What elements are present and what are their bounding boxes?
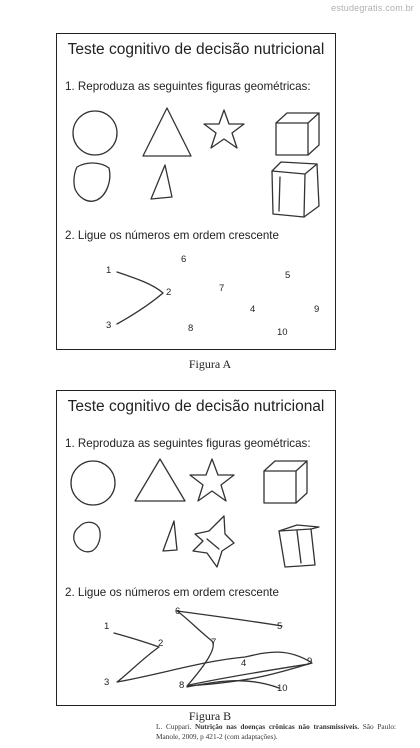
- copy-circle: [74, 522, 100, 552]
- number-label: 4: [241, 658, 247, 669]
- number-label: 6: [181, 254, 187, 265]
- model-cube: [264, 461, 307, 503]
- figure-b-panel: [56, 390, 336, 706]
- number-label: 8: [188, 323, 194, 334]
- question-1: 1. Reproduza as seguintes figuras geométricas:: [65, 80, 311, 93]
- panel-title: Teste cognitivo de decisão nutricional: [67, 41, 325, 58]
- copy-cube: [272, 162, 319, 217]
- copy-triangle: [163, 521, 177, 551]
- reference-details: São Paulo: Manole, 2009, p 421-2 (com adaptações).: [156, 722, 396, 741]
- number-label: 2: [166, 287, 172, 298]
- reference-author: L. Cuppari.: [156, 722, 192, 731]
- number-label: 4: [250, 304, 256, 315]
- question-2: 2. Ligue os números em ordem crescente: [65, 586, 279, 599]
- model-star: [190, 459, 234, 501]
- copy-circle: [74, 163, 110, 201]
- model-triangle: [135, 459, 185, 501]
- connect-line: [117, 272, 163, 324]
- number-label: 3: [104, 677, 110, 688]
- number-label: 7: [219, 283, 225, 294]
- number-label: 10: [277, 683, 288, 694]
- number-label: 7: [211, 637, 217, 648]
- watermark: estudegratis.com.br: [331, 3, 414, 13]
- number-label: 3: [106, 320, 112, 331]
- connect-line: [114, 611, 312, 686]
- model-circle: [71, 461, 115, 505]
- number-label: 9: [307, 656, 313, 667]
- number-label: 10: [277, 327, 288, 338]
- figure-a-caption: Figura A: [188, 357, 232, 371]
- copy-cube: [279, 525, 319, 567]
- panel-title: Teste cognitivo de decisão nutricional: [67, 398, 325, 415]
- model-circle: [73, 111, 117, 155]
- copy-triangle: [151, 165, 172, 199]
- number-label: 1: [106, 265, 112, 276]
- question-1: 1. Reproduza as seguintes figuras geométricas:: [65, 437, 311, 450]
- figure-a-panel: [56, 33, 336, 350]
- source-reference: [156, 722, 396, 742]
- number-label: 5: [277, 621, 283, 632]
- number-label: 8: [179, 680, 185, 691]
- number-label: 9: [314, 304, 320, 315]
- number-label: 5: [285, 270, 291, 281]
- model-triangle: [143, 108, 191, 156]
- number-label: 2: [158, 638, 164, 649]
- figure-b-caption: Figura B: [188, 709, 232, 723]
- figure-a-drawings: [57, 34, 335, 349]
- model-star: [204, 110, 244, 148]
- reference-book-title: Nutrição nas doenças crônicas não transmissíveis.: [194, 722, 360, 731]
- number-label: 1: [104, 621, 110, 632]
- number-label: 6: [175, 606, 181, 617]
- copy-star: [193, 516, 234, 567]
- question-2: 2. Ligue os números em ordem crescente: [65, 229, 279, 242]
- figure-b-drawings: [57, 391, 335, 705]
- model-cube: [276, 113, 319, 155]
